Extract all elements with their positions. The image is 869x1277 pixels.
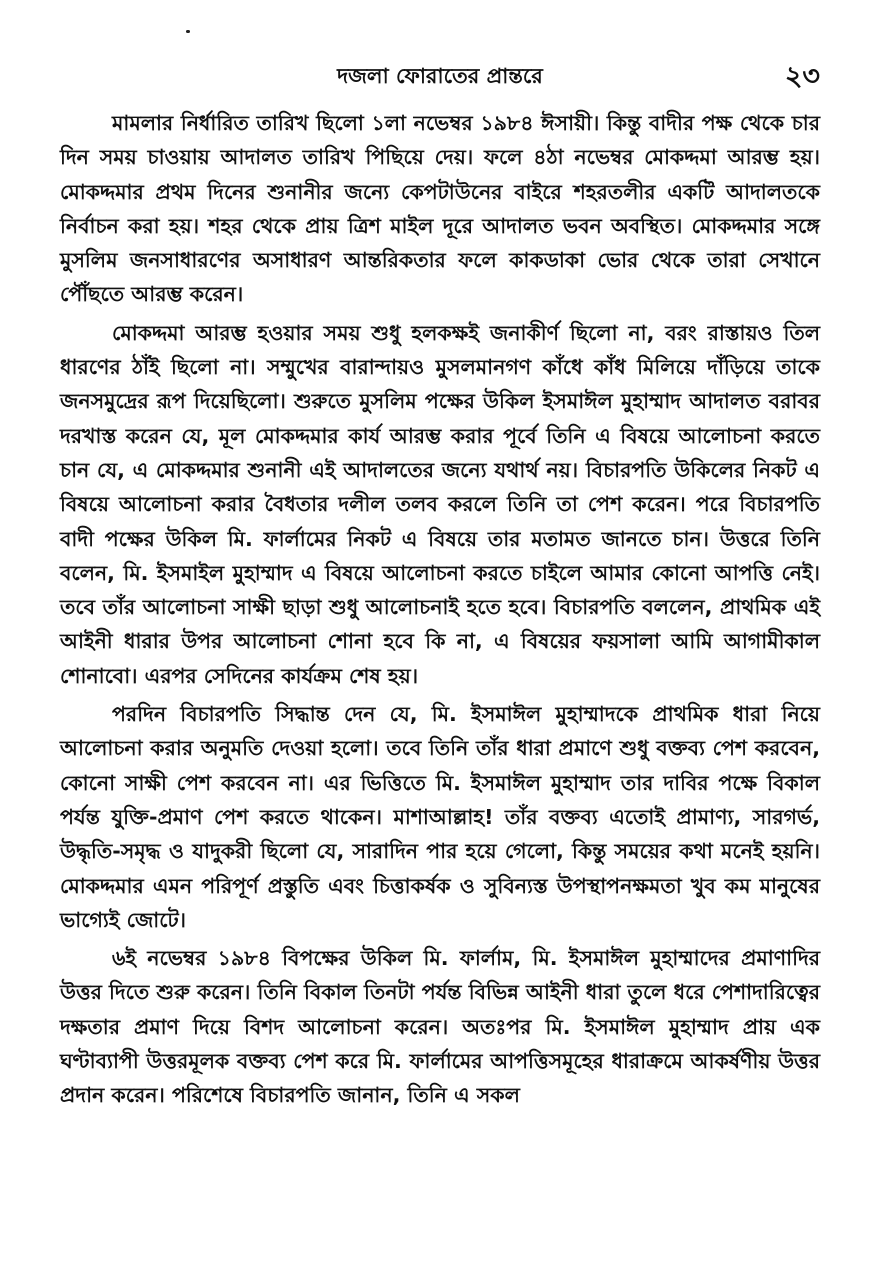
paragraph-1: মামলার নির্ধারিত তারিখ ছিলো ১লা নভেম্বর ১৯৮৪ ঈসায়ী। কিন্তু বাদীর পক্ষ থেকে চার দিন সময় চাওয়ায় আদালত তারিখ পিছিয়ে দেয়। ফলে ৪ঠা নভেম্বর মোকদ্দমা আরম্ভ হয়। মোকদ্দমার প্রথম দিনের শুনানীর জন্যে কেপটাউনের বাইরে শহরতলীর একটি আদালতকে নির্বাচন করা হয়। শহর থেকে প্রায় ত্রিশ মাইল দূরে আদালত ভবন অবস্থিত। মোকদ্দমার সঙ্গে মুসলিম জনসাধারণের অসাধারণ আন্তরিকতার ফলে কাকডাকা ভোর থেকে তারা সেখানে পৌঁছতে আরম্ভ করেন।	[60, 111, 820, 307]
running-title: দজলা ফোরাতের প্রান্তরে	[337, 64, 543, 88]
paragraph-3: পরদিন বিচারপতি সিদ্ধান্ত দেন যে, মি. ইসমাঈল মুহাম্মাদকে প্রাথমিক ধারা নিয়ে আলোচনা করার অনুমতি দেওয়া হলো। তবে তিনি তাঁর ধারা প্রমাণে শুধু বক্তব্য পেশ করবেন, কোনো সাক্ষী পেশ করবেন না। এর ভিত্তিতে মি. ইসমাঈল মুহাম্মাদ তার দাবির পক্ষে বিকাল পর্যন্ত যুক্তি-প্রমাণ পেশ করতে থাকেন। মাশাআল্লাহ! তাঁর বক্তব্য এতোই প্রামাণ্য, সারগর্ভ, উদ্ধৃতি-সমৃদ্ধ ও যাদুকরী ছিলো যে, সারাদিন পার হয়ে গেলো, কিন্তু সময়ের কথা মনেই হয়নি। মোকদ্দমার এমন পরিপূর্ণ প্রস্তুতি এবং চিত্তাকর্ষক ও সুবিন্যস্ত উপস্থাপনক্ষমতা খুব কম মানুষের ভাগ্যেই জোটে।	[60, 702, 820, 932]
paragraph-2: মোকদ্দমা আরম্ভ হওয়ার সময় শুধু হলকক্ষই জনাকীর্ণ ছিলো না, বরং রাস্তায়ও তিল ধারণের ঠাঁই ছিলো না। সম্মুখের বারান্দায়ও মুসলমানগণ কাঁধে কাঁধ মিলিয়ে দাঁড়িয়ে তাকে জনসমুদ্রের রূপ দিয়েছিলো। শুরুতে মুসলিম পক্ষের উকিল ইসমাঈল মুহাম্মাদ আদালত বরাবর দরখাস্ত করেন যে, মূল মোকদ্দমার কার্য আরম্ভ করার পূর্বে তিনি এ বিষয়ে আলোচনা করতে চান যে, এ মোকদ্দমার শুনানী এই আদালতের জন্যে যথার্থ নয়। বিচারপতি উকিলের নিকট এ বিষয়ে আলোচনা করার বৈধতার দলীল তলব করলে তিনি তা পেশ করেন। পরে বিচারপতি বাদী পক্ষের উকিল মি. ফার্লামের নিকট এ বিষয়ে তার মতামত জানতে চান। উত্তরে তিনি বলেন, মি. ইসমাইল মুহাম্মাদ এ বিষয়ে আলোচনা করতে চাইলে আমার কোনো আপত্তি নেই। তবে তাঁর আলোচনা সাক্ষী ছাড়া শুধু আলোচনাই হতে হবে। বিচারপতি বললেন, প্রাথমিক এই আইনী ধারার উপর আলোচনা শোনা হবে কি না, এ বিষয়ের ফয়সালা আমি আগামীকাল শোনাবো। এরপর সেদিনের কার্যক্রম শেষ হয়।	[60, 320, 820, 688]
page-number: ২৩	[784, 61, 820, 92]
body-text	[60, 106, 820, 1117]
paragraph-4: ৬ই নভেম্বর ১৯৮৪ বিপক্ষের উকিল মি. ফার্লাম, মি. ইসমাঈল মুহাম্মাদের প্রমাণাদির উত্তর দিতে শুরু করেন। তিনি বিকাল তিনটা পর্যন্ত বিভিন্ন আইনী ধারা তুলে ধরে পেশাদারিত্বের দক্ষতার প্রমাণ দিয়ে বিশদ আলোচনা করেন। অতঃপর মি. ইসমাঈল মুহাম্মাদ প্রায় এক ঘণ্টাব্যাপী উত্তরমূলক বক্তব্য পেশ করে মি. ফার্লামের আপত্তিসমূহের ধারাক্রমে আকর্ষণীয় উত্তর প্রদান করেন। পরিশেষে বিচারপতি জানান, তিনি এ সকল	[60, 946, 820, 1108]
page-header	[60, 56, 820, 96]
print-speck	[186, 30, 190, 33]
